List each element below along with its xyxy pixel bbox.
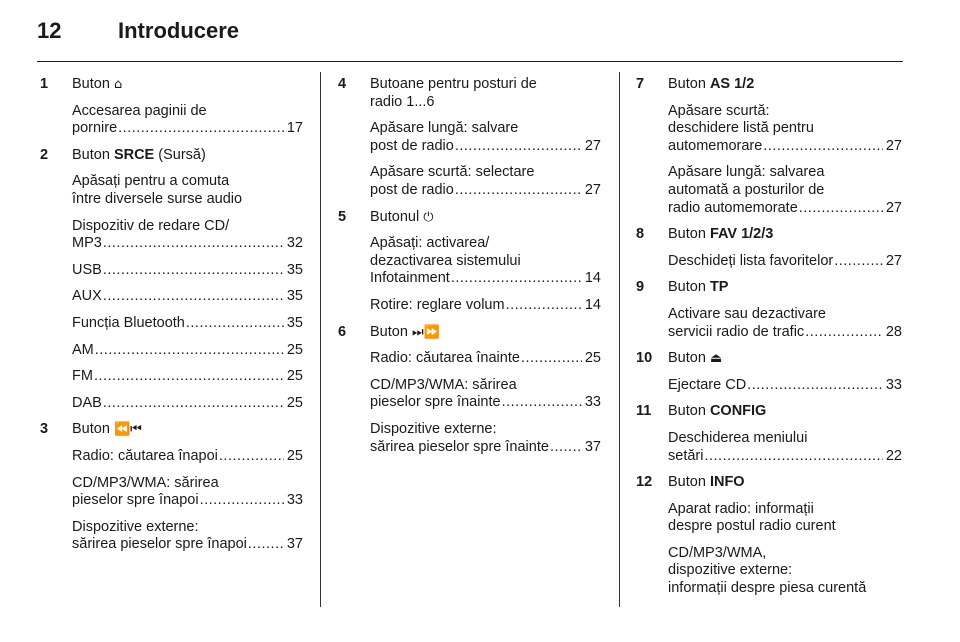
heading-label: Buton (668, 403, 706, 420)
dot-leader (248, 536, 284, 554)
entry-number: 11 (636, 403, 652, 420)
toc-line (668, 200, 902, 218)
heading-label: Butoane pentru posturi de (370, 76, 537, 92)
toc-item (668, 306, 902, 341)
toc-text: deschidere listă pentru (668, 120, 814, 137)
page-reference[interactable]: 27 (885, 252, 902, 269)
toc-line (72, 120, 303, 138)
legend-entry (338, 76, 601, 200)
heading-label: Buton (72, 421, 110, 438)
heading-label: Buton (668, 350, 706, 367)
entry-heading (668, 350, 902, 368)
toc-text: MP3 (72, 235, 102, 252)
toc-item (370, 120, 601, 155)
dot-leader (219, 448, 284, 466)
legend-entry (636, 350, 902, 394)
toc-item (72, 519, 303, 554)
toc-text: Ejectare CD (668, 376, 747, 393)
heading-label: Buton (72, 76, 110, 92)
dot-leader (118, 120, 284, 138)
page-reference[interactable]: 14 (584, 270, 601, 287)
page-reference[interactable]: 37 (584, 438, 601, 455)
toc-line (370, 394, 601, 412)
toc-text: CD/MP3/WMA, (668, 544, 767, 561)
toc-text: Radio: căutarea înapoi (72, 447, 218, 464)
toc-line (72, 315, 303, 333)
entry-number: 9 (636, 279, 645, 296)
toc-item (668, 501, 902, 536)
seek-forward-icon: ⏭⏩ (411, 324, 440, 340)
heading-label: Buton (668, 226, 706, 243)
toc-item (72, 448, 303, 466)
page-reference[interactable]: 37 (286, 536, 303, 553)
toc-text: USB (72, 261, 102, 278)
dot-leader (521, 350, 582, 368)
toc-text: Deschiderea meniului (668, 429, 808, 446)
toc-text: setări (668, 447, 704, 464)
heading-label: Buton (72, 146, 110, 163)
heading-label-line-2: radio 1...6 (370, 93, 435, 110)
dot-leader (94, 368, 284, 386)
dot-leader (763, 138, 883, 156)
legend-entry (40, 147, 303, 413)
toc-text: post de radio (370, 181, 454, 198)
entry-heading (370, 209, 601, 227)
toc-text: Apăsați: activarea/ (370, 235, 490, 252)
toc-item (72, 218, 303, 253)
page-reference[interactable]: 27 (885, 199, 902, 216)
legend-entry (40, 421, 303, 554)
home-icon: ⌂ (113, 77, 123, 92)
toc-text: pieselor spre înainte (370, 394, 501, 411)
toc-line (72, 262, 303, 280)
heading-label: Butonul (370, 208, 420, 225)
toc-item (72, 173, 303, 208)
page-reference[interactable]: 28 (885, 323, 902, 340)
column-divider (619, 72, 620, 607)
toc-line (370, 439, 601, 457)
column-3 (636, 76, 902, 598)
entry-number: 6 (338, 323, 347, 340)
page-reference[interactable]: 32 (286, 235, 303, 252)
toc-text: servicii radio de trafic (668, 323, 805, 340)
legend-entry (636, 279, 902, 341)
toc-line (72, 235, 303, 253)
toc-line (668, 324, 902, 342)
entry-heading (668, 279, 902, 297)
toc-line (72, 536, 303, 554)
legend-entry (636, 474, 902, 598)
legend-entry (636, 226, 902, 270)
page-reference[interactable]: 22 (885, 447, 902, 464)
toc-text: pieselor spre înapoi (72, 492, 199, 509)
toc-line (72, 368, 303, 386)
toc-line (370, 297, 601, 315)
page-reference[interactable]: 25 (286, 368, 303, 385)
page-reference[interactable]: 25 (286, 394, 303, 411)
page-title: Introducere (118, 18, 240, 43)
toc-item (370, 235, 601, 288)
toc-text: informații despre piesa curentă (668, 580, 867, 597)
page-reference[interactable]: 33 (584, 394, 601, 411)
toc-text: FM (72, 368, 93, 385)
page-reference[interactable]: 33 (286, 492, 303, 509)
page-reference[interactable]: 27 (885, 137, 902, 154)
toc-text: CD/MP3/WMA: sărirea (72, 474, 219, 491)
toc-line (668, 138, 902, 156)
toc-text: Funcția Bluetooth (72, 314, 185, 331)
toc-item (72, 342, 303, 360)
column-1 (40, 76, 303, 554)
toc-text: Apăsare lungă: salvare (370, 120, 519, 137)
eject-icon: ⏏ (709, 351, 723, 367)
dot-leader (103, 235, 284, 253)
toc-item (370, 297, 601, 315)
toc-text: despre postul radio curent (668, 518, 836, 535)
entry-number: 1 (40, 76, 49, 92)
toc-text: sărirea pieselor spre înainte (370, 438, 549, 455)
seek-back-icon: ⏪⏮ (113, 422, 142, 438)
toc-line (370, 138, 601, 156)
toc-line (370, 182, 601, 200)
header-rule (37, 61, 903, 62)
page-reference[interactable]: 33 (885, 376, 902, 393)
dot-leader (704, 448, 882, 466)
toc-item (370, 377, 601, 412)
heading-label: Buton (668, 279, 706, 296)
toc-line (370, 350, 601, 368)
toc-item (72, 368, 303, 386)
power-icon: ⏻ (423, 209, 434, 225)
toc-item (72, 475, 303, 510)
page-reference[interactable]: 17 (286, 120, 303, 137)
page-reference[interactable]: 25 (286, 447, 303, 464)
button-name: CONFIG (709, 403, 767, 420)
button-name: TP (709, 279, 729, 296)
legend-entry (338, 209, 601, 315)
toc-text: automată a posturilor de (668, 181, 825, 198)
toc-text: Dispozitiv de redare CD/ (72, 217, 230, 234)
toc-item (370, 350, 601, 368)
entry-number: 10 (636, 350, 653, 367)
entry-heading (668, 76, 902, 94)
dot-leader (95, 342, 284, 360)
toc-text: Apăsați pentru a comuta (72, 173, 230, 190)
button-name: INFO (709, 474, 745, 491)
toc-item (72, 395, 303, 413)
dot-leader (200, 492, 284, 510)
dot-leader (186, 315, 284, 333)
toc-text: dispozitive externe: (668, 562, 793, 579)
toc-item (668, 253, 902, 271)
toc-text: AM (72, 341, 94, 358)
toc-item (72, 315, 303, 333)
toc-text: Apăsare scurtă: (668, 102, 770, 119)
page-reference[interactable]: 25 (286, 341, 303, 358)
dot-leader (799, 200, 883, 218)
entry-number: 8 (636, 226, 645, 243)
dot-leader (455, 182, 582, 200)
toc-text: AUX (72, 288, 102, 305)
toc-line (72, 492, 303, 510)
legend-entry (40, 76, 303, 138)
toc-text: Radio: căutarea înainte (370, 350, 520, 367)
dot-leader (747, 377, 883, 395)
toc-line (370, 270, 601, 288)
toc-text: Aparat radio: informații (668, 500, 814, 517)
toc-line (72, 395, 303, 413)
entry-heading (668, 226, 902, 244)
legend-entry (338, 324, 601, 457)
toc-item (72, 288, 303, 306)
heading-label: Buton (668, 76, 706, 92)
dot-leader (506, 297, 582, 315)
toc-text: DAB (72, 394, 102, 411)
toc-item (668, 103, 902, 156)
toc-text: Deschideți lista favoritelor (668, 252, 834, 269)
toc-text: radio automemorate (668, 199, 798, 216)
dot-leader (103, 288, 284, 306)
toc-text: Apăsare scurtă: selectare (370, 164, 535, 181)
toc-item (370, 164, 601, 199)
toc-item (668, 377, 902, 395)
page-reference[interactable]: 35 (286, 288, 303, 305)
page-reference[interactable]: 27 (584, 137, 601, 154)
heading-label: Buton (668, 474, 706, 491)
entry-number: 7 (636, 76, 645, 92)
entry-heading (72, 147, 303, 165)
page-number: 12 (37, 18, 62, 43)
toc-text: Rotire: reglare volum (370, 296, 505, 313)
toc-text: Dispozitive externe: (72, 518, 199, 535)
dot-leader (103, 395, 284, 413)
toc-line (72, 448, 303, 466)
entry-number: 3 (40, 421, 49, 438)
page-reference[interactable]: 25 (584, 350, 601, 367)
entry-number: 2 (40, 146, 49, 163)
dot-leader (834, 253, 883, 271)
entry-heading (668, 403, 902, 421)
legend-entry (636, 76, 902, 217)
entry-number: 4 (338, 76, 347, 92)
toc-text: post de radio (370, 137, 454, 154)
dot-leader (455, 138, 582, 156)
page-reference[interactable]: 27 (584, 181, 601, 198)
dot-leader (550, 439, 582, 457)
toc-text: Dispozitive externe: (370, 420, 497, 437)
page-reference[interactable]: 14 (584, 296, 601, 313)
legend-entry (636, 403, 902, 465)
entry-heading (72, 421, 303, 439)
toc-line (668, 253, 902, 271)
heading-suffix: (Sursă) (154, 146, 206, 163)
dot-leader (103, 262, 284, 280)
toc-text: Accesarea paginii de (72, 102, 207, 119)
dot-leader (451, 270, 582, 288)
toc-text: automemorare (668, 137, 763, 154)
toc-line (668, 448, 902, 466)
toc-text: sărirea pieselor spre înapoi (72, 536, 247, 553)
toc-item (72, 103, 303, 138)
toc-line (72, 288, 303, 306)
entry-number: 5 (338, 208, 347, 225)
page-reference[interactable]: 35 (286, 314, 303, 331)
toc-line (72, 342, 303, 360)
toc-text: Apăsare lungă: salvarea (668, 164, 825, 181)
dot-leader (805, 324, 883, 342)
toc-text: între diversele surse audio (72, 190, 243, 207)
button-name: FAV 1/2/3 (709, 226, 774, 243)
entry-heading (370, 76, 601, 94)
toc-text: pornire (72, 120, 118, 137)
entry-heading (668, 474, 902, 492)
toc-text: Infotainment (370, 270, 450, 287)
toc-item (370, 421, 601, 456)
toc-text: dezactivarea sistemului (370, 252, 521, 269)
entry-heading (72, 76, 303, 94)
entry-heading (370, 324, 601, 342)
column-2 (338, 76, 601, 456)
entry-number: 12 (636, 474, 653, 491)
dot-leader (502, 394, 582, 412)
heading-label: Buton (370, 323, 408, 340)
button-name: SRCE (113, 146, 155, 163)
toc-line (668, 377, 902, 395)
toc-text: CD/MP3/WMA: sărirea (370, 376, 517, 393)
toc-text: Activare sau dezactivare (668, 305, 826, 322)
toc-item (668, 430, 902, 465)
page-reference[interactable]: 35 (286, 261, 303, 278)
button-name: AS 1/2 (709, 76, 755, 92)
toc-item (668, 545, 902, 598)
toc-item (668, 164, 902, 217)
toc-item (72, 262, 303, 280)
column-divider (320, 72, 321, 607)
